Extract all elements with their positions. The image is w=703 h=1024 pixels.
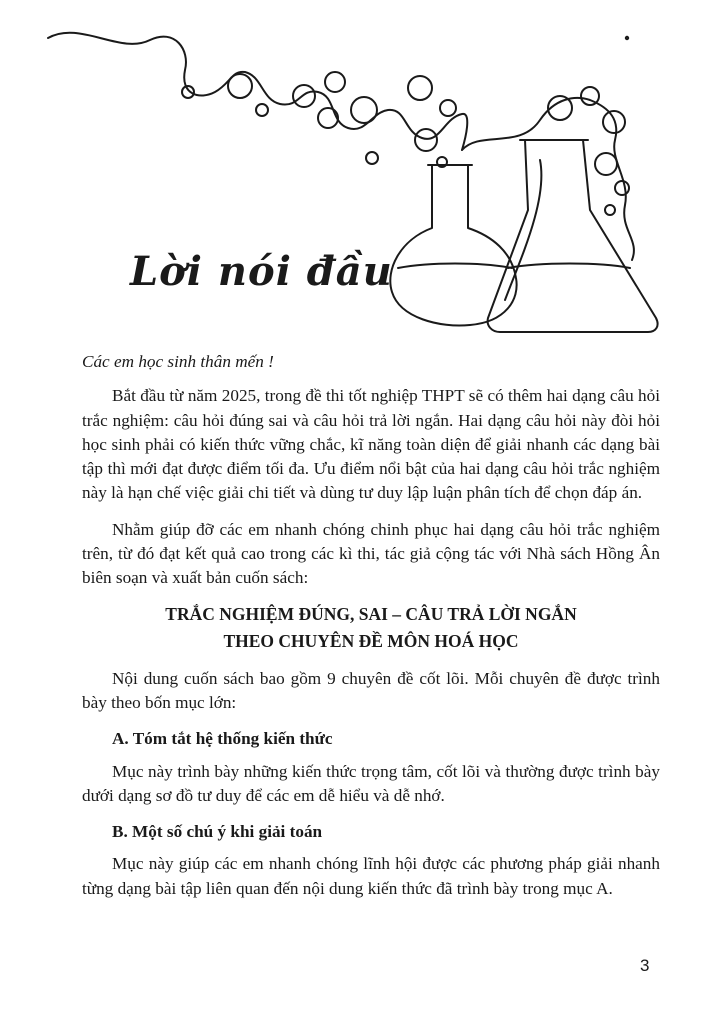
paragraph-1: Bắt đầu từ năm 2025, trong đề thi tốt nghiệp THPT sẽ có thêm hai dạng câu hỏi trắc nghiệm: câu hỏi đúng sai và câu hỏi trả lời ngắn. Hai dạng câu hỏi này đòi hỏi học sinh phải có kiến thức vững chắc, kĩ năng toàn diện để giải nhanh các dạng bài tập thì mới đạt được điểm tối đa. Ưu điểm nổi bật của hai dạng câu hỏi trắc nghiệm này là hạn chế việc giải chi tiết và dùng tư duy lập luận phân tích để chọn đáp án. xyxy=(82,386,660,503)
section-b-heading: B. Một số chú ý khi giải toán xyxy=(112,822,323,842)
greeting: Các em học sinh thân mến ! xyxy=(82,352,274,371)
section-a-text: Mục này trình bày những kiến thức trọng tâm, cốt lõi và thường được trình bày dưới dạng sơ đồ tư duy để các em dễ hiểu và dễ nhớ. xyxy=(82,761,660,805)
section-b-text: Mục này giúp các em nhanh chóng lĩnh hội được các phương pháp giải nhanh từng dạng bài tập liên quan đến nội dung kiến thức đã trình bày trong mục A. xyxy=(82,854,660,898)
section-a-heading: A. Tóm tắt hệ thống kiến thức xyxy=(112,729,333,749)
page-title: Lời nói đầu xyxy=(130,248,393,295)
paragraph-2: Nhằm giúp đỡ các em nhanh chóng chinh phục hai dạng câu hỏi trắc nghiệm trên, từ đó đạt kết quả cao trong các kì thi, tác giả cộng tác với Nhà sách Hồng Ân biên soạn và xuất bản cuốn sách: xyxy=(82,519,660,588)
content-intro: Nội dung cuốn sách bao gồm 9 chuyên đề cốt lõi. Mỗi chuyên đề được trình bày theo bốn mục lớn: xyxy=(82,668,660,712)
book-title-line-1: TRẮC NGHIỆM ĐÚNG, SAI – CÂU TRẢ LỜI NGẮN xyxy=(165,603,577,624)
book-title-line-2: THEO CHUYÊN ĐỀ MÔN HOÁ HỌC xyxy=(223,630,519,651)
book-title xyxy=(82,601,660,655)
preface-body xyxy=(82,350,660,901)
page-number: 3 xyxy=(640,956,650,975)
